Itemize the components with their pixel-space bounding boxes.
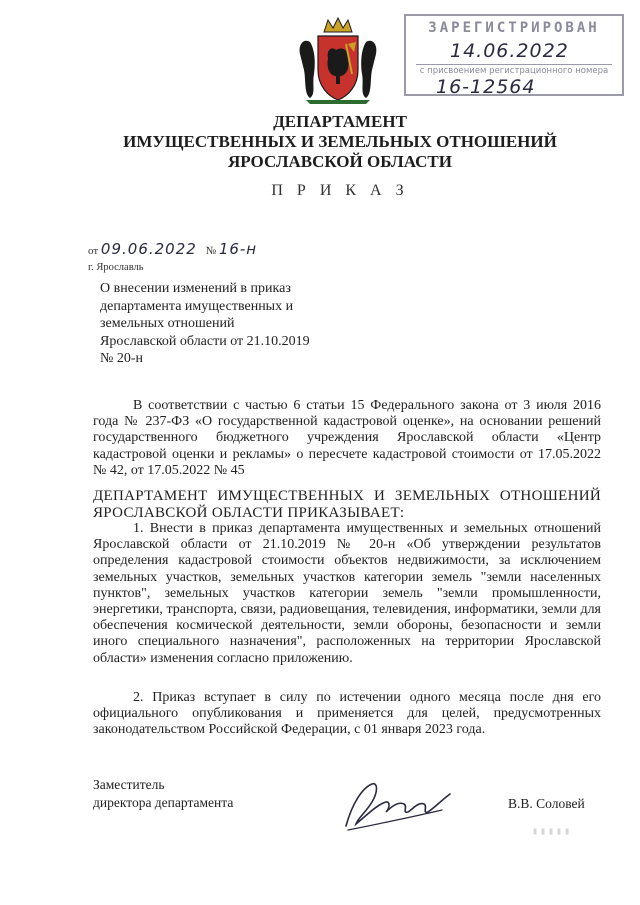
number-label: № [205, 245, 217, 257]
order-date-line [88, 240, 257, 258]
header-line-2: ИМУЩЕСТВЕННЫХ И ЗЕМЕЛЬНЫХ ОТНОШЕНИЙ [123, 132, 557, 151]
registration-stamp [404, 14, 624, 96]
header-line-3: ЯРОСЛАВСКОЙ ОБЛАСТИ [228, 152, 452, 171]
subject-line: № 20-н [100, 351, 144, 366]
stamp-title: ЗАРЕГИСТРИРОВАН [428, 20, 600, 36]
orders-heading: ДЕПАРТАМЕНТ ИМУЩЕСТВЕННЫХ И ЗЕМЕЛЬНЫХ ОТНОШЕНИЙ ЯРОСЛАВСКОЙ ОБЛАСТИ ПРИКАЗЫВАЕТ: [93, 488, 601, 521]
handwritten-signature-icon [338, 774, 458, 838]
order-title: П Р И К А З [271, 182, 409, 199]
faded-serial-mark: ▮▮▮▮▮ [532, 826, 573, 837]
subject-line: департамента имущественных и [100, 298, 294, 314]
from-label: от [88, 245, 99, 257]
order-item-2: 2. Приказ вступает в силу по истечении одного месяца после дня его официального опубликования и применяется для целей, предусмотренных законодательством Российской Федерации, с 01 января 2023 года. [93, 690, 601, 738]
order-number: 16-н [218, 240, 258, 258]
stamp-divider [416, 64, 612, 65]
order-subject [100, 280, 360, 368]
header-line-1: ДЕПАРТАМЕНТ [273, 112, 407, 131]
order-item-1: 1. Внести в приказ департамента имущественных и земельных отношений Ярославской области от 21.10.2019 № 20-н «Об утверждении результатов определения кадастровой стоимости объектов недвижимости, за исключением земельных участков, земельных участков категории земель "земли населенных пунктов", земельных участков категории земель "земли промышленности, энергетики, транспорта, связи, радиовещания, телевидения, информатики, земли для обеспечения космической деятельности, земли обороны, безопасности и земли иного специального назначения", расположенных на территории Ярославской области» изменения согласно приложению. [93, 521, 601, 666]
order-date: 09.06.2022 [100, 240, 197, 258]
position-line: директора департамента [93, 795, 234, 810]
stamp-number: 16-12564 [436, 76, 536, 98]
preamble-paragraph: В соответствии с частью 6 статьи 15 Федерального закона от 3 июля 2016 года № 237-ФЗ «О государственной кадастровой оценке», на основании решений государственного бюджетного учреждения Ярославской области «Центр кадастровой оценки и рекламы» о пересчете кадастровой стоимости от 17.05.2022 № 42, от 17.05.2022 № 45 [93, 398, 601, 478]
subject-line: земельных отношений [100, 316, 235, 331]
coat-of-arms-icon [296, 14, 380, 106]
stamp-note: с присвоением регистрационного номера [419, 66, 609, 76]
signatory-name: В.В. Соловей [508, 796, 585, 811]
signatory-position [93, 776, 233, 812]
subject-line: Ярославской области от 21.10.2019 [100, 333, 310, 349]
stamp-date: 14.06.2022 [450, 40, 569, 62]
position-line: Заместитель [93, 777, 165, 792]
order-city: г. Ярославль [88, 262, 144, 273]
subject-line: О внесении изменений в приказ [100, 281, 291, 296]
